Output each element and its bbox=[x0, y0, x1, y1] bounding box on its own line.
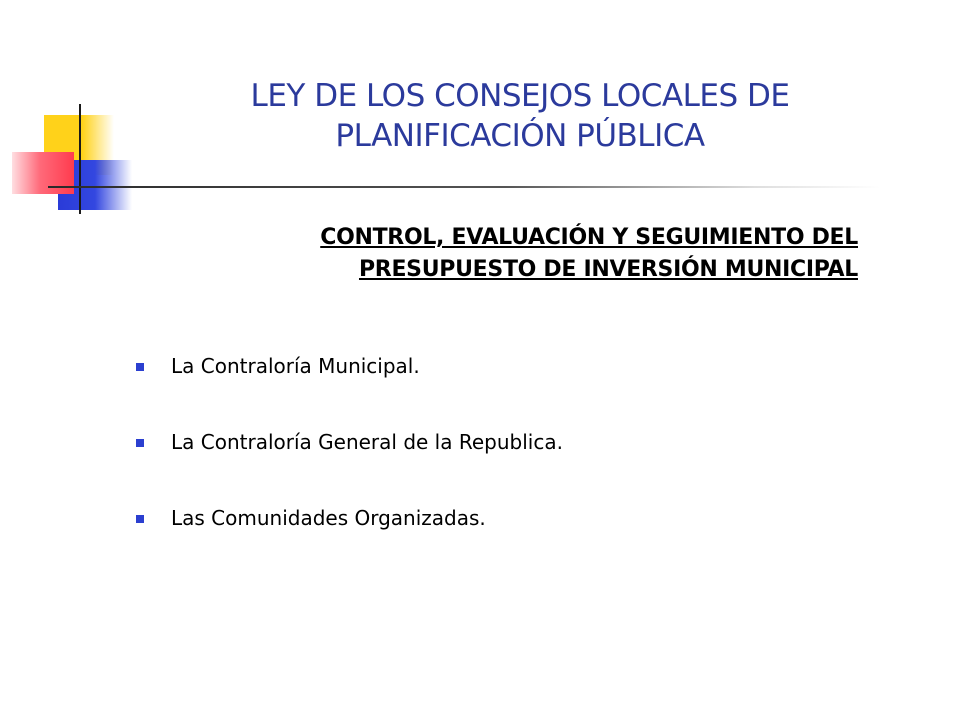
bullet-item bbox=[136, 422, 836, 462]
slide-title bbox=[150, 76, 890, 156]
title-divider-line bbox=[48, 186, 880, 188]
square-bullet-icon bbox=[136, 439, 144, 447]
slide-subtitle bbox=[150, 222, 910, 286]
slide-subtitle-line-1: CONTROL, EVALUACIÓN Y SEGUIMIENTO DEL bbox=[320, 225, 858, 250]
slide-title-line-2: PLANIFICACIÓN PÚBLICA bbox=[335, 118, 705, 154]
square-bullet-icon bbox=[136, 515, 144, 523]
slide-subtitle-line-2: PRESUPUESTO DE INVERSIÓN MUNICIPAL bbox=[358, 257, 858, 282]
bullet-text: La Contraloría General de la Republica. bbox=[171, 430, 563, 454]
bullet-text: Las Comunidades Organizadas. bbox=[171, 506, 486, 530]
decorative-vertical-line bbox=[79, 104, 81, 214]
bullet-text: La Contraloría Municipal. bbox=[171, 354, 420, 378]
square-bullet-icon bbox=[136, 363, 144, 371]
slide-title-line-1: LEY DE LOS CONSEJOS LOCALES DE bbox=[250, 78, 790, 114]
bullet-list bbox=[136, 346, 836, 574]
bullet-item bbox=[136, 498, 836, 538]
bullet-item bbox=[136, 346, 836, 386]
